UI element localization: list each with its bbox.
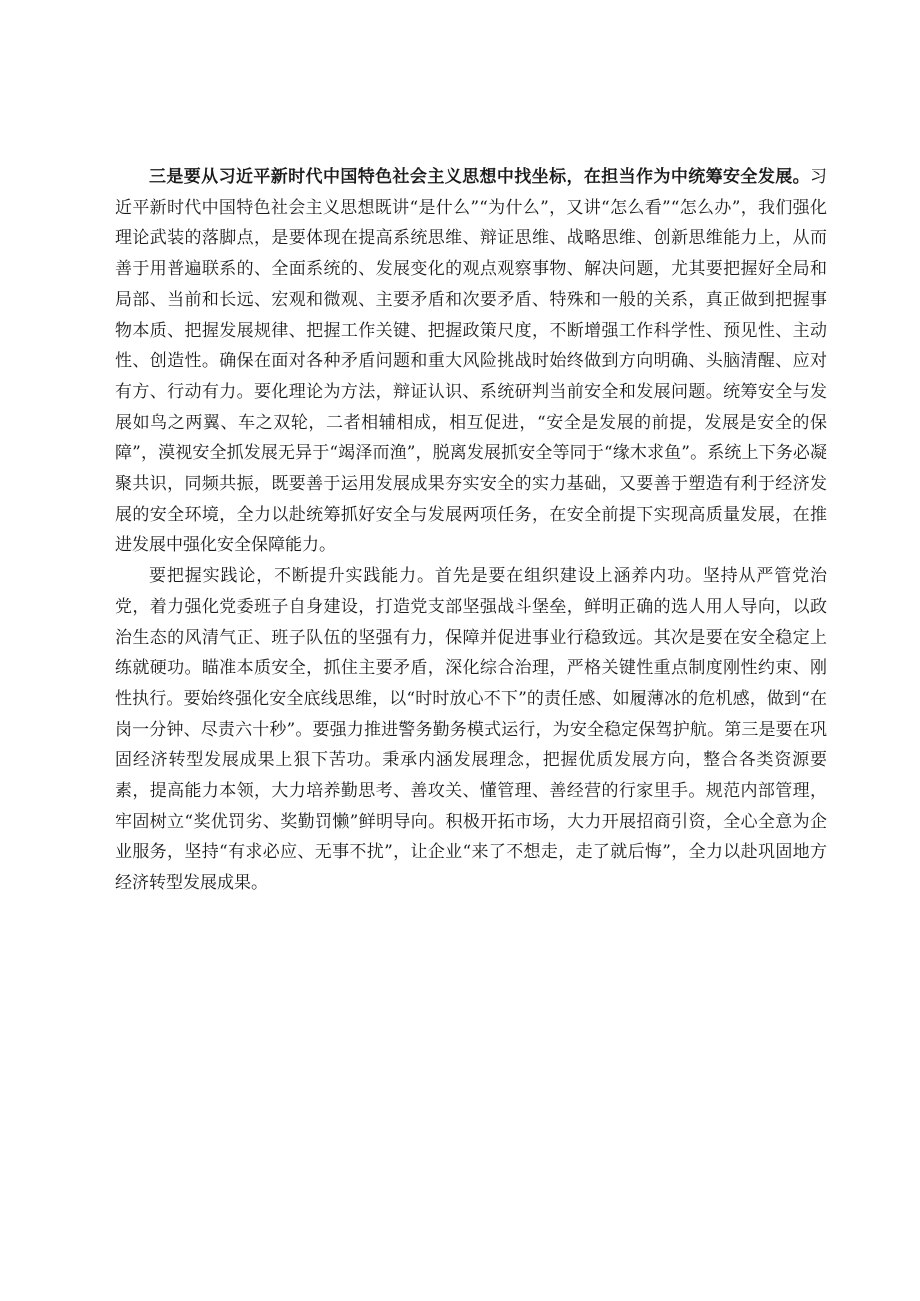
paragraph-1 — [115, 162, 827, 561]
paragraph-2 — [115, 561, 827, 899]
paragraph-1-text: 习近平新时代中国特色社会主义思想既讲“是什么”“为什么”，又讲“怎么看”“怎么办”，我们强化理论武装的落脚点，是要体现在提高系统思维、辩证思维、战略思维、创新思维能力上，从而善于用普遍联系的、全面系统的、发展变化的观点观察事物、解决问题，尤其要把握好全局和局部、当前和长远、宏观和微观、主要矛盾和次要矛盾、特殊和一般的关系，真正做到把握事物本质、把握发展规律、把握工作关键、把握政策尺度，不断增强工作科学性、预见性、主动性、创造性。确保在面对各种矛盾问题和重大风险挑战时始终做到方向明确、头脑清醒、应对有方、行动有力。要化理论为方法，辩证认识、系统研判当前安全和发展问题。统筹安全与发展如鸟之两翼、车之双轮，二者相辅相成，相互促进，“安全是发展的前提，发展是安全的保障”，漠视安全抓发展无异于“竭泽而渔”，脱离发展抓安全等同于“缘木求鱼”。系统上下务必凝聚共识，同频共振，既要善于运用发展成果夯实安全的实力基础，又要善于塑造有利于经济发展的安全环境，全力以赴统筹抓好安全与发展两项任务，在安全前提下实现高质量发展，在推进发展中强化安全保障能力。 — [115, 167, 827, 556]
paragraph-2-text: 要把握实践论，不断提升实践能力。首先是要在组织建设上涵养内功。坚持从严管党治党，着力强化党委班子自身建设，打造党支部坚强战斗堡垒，鲜明正确的选人用人导向，以政治生态的风清气正、班子队伍的坚强有力，保障并促进事业行稳致远。其次是要在安全稳定上练就硬功。瞄准本质安全，抓住主要矛盾，深化综合治理，严格关键性重点制度刚性约束、刚性执行。要始终强化安全底线思维，以“时时放心不下”的责任感、如履薄冰的危机感，做到“在岗一分钟、尽责六十秒”。要强力推进警务勤务模式运行，为安全稳定保驾护航。第三是要在巩固经济转型发展成果上狠下苦功。秉承内涵发展理念，把握优质发展方向，整合各类资源要素，提高能力本领，大力培养勤思考、善攻关、懂管理、善经营的行家里手。规范内部管理，牢固树立“奖优罚劣、奖勤罚懒”鲜明导向。积极开拓市场，大力开展招商引资，全心全意为企业服务，坚持“有求必应、无事不扰”，让企业“来了不想走，走了就后悔”，全力以赴巩固地方经济转型发展成果。 — [115, 566, 827, 894]
paragraph-1-heading: 三是要从习近平新时代中国特色社会主义思想中找坐标，在担当作为中统筹安全发展。 — [149, 167, 810, 187]
document-body — [115, 162, 827, 899]
